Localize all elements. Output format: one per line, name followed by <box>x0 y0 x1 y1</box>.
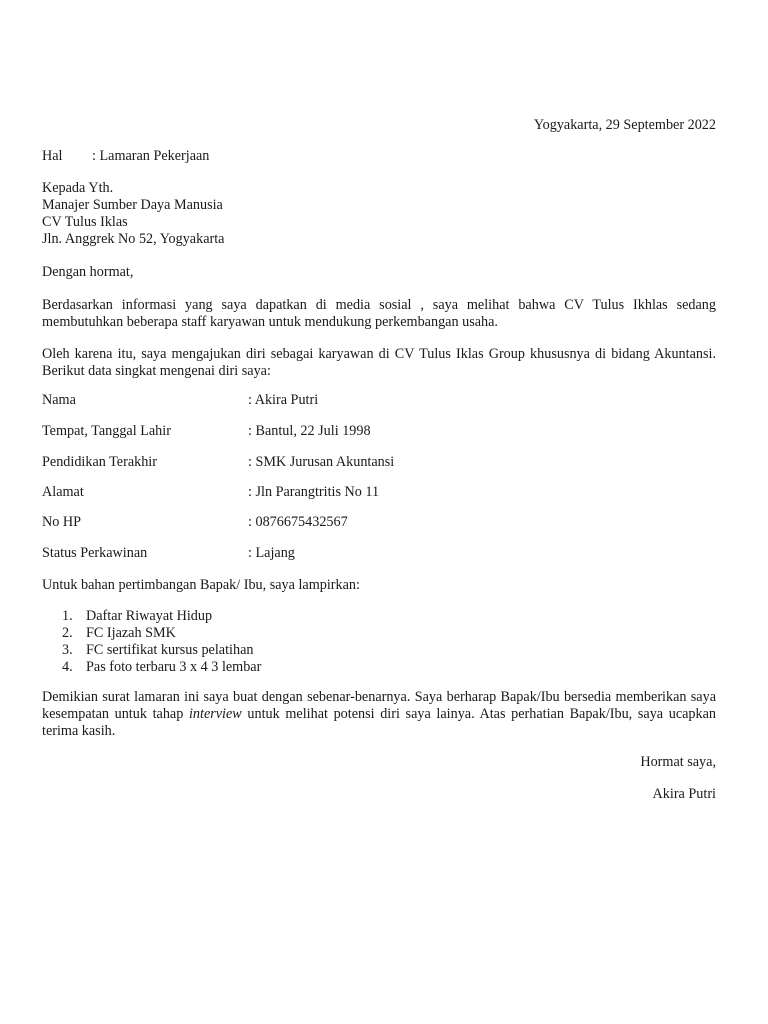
signer-name: Akira Putri <box>652 786 716 802</box>
list-text: Pas foto terbaru 3 x 4 3 lembar <box>86 659 262 675</box>
data-key: Alamat <box>42 484 84 500</box>
subject-label: Hal <box>42 148 63 164</box>
data-value: : 0876675432567 <box>248 514 348 530</box>
data-row <box>42 484 379 501</box>
recipient-line: CV Tulus Iklas <box>42 214 128 230</box>
recipient-block <box>42 180 224 248</box>
closing-text-b: untuk melihat potensi diri saya lainya. Atas perhatian Bapak/Ibu, saya ucapkan terima kasih. <box>42 706 716 739</box>
list-number: 1. <box>62 608 73 624</box>
list-text: Daftar Riwayat Hidup <box>86 608 213 624</box>
data-value: : Akira Putri <box>248 392 319 408</box>
paragraph-attachments: Untuk bahan pertimbangan Bapak/ Ibu, saya lampirkan: <box>42 577 360 593</box>
data-row <box>42 423 371 440</box>
list-item <box>62 625 261 642</box>
closing-salutation: Hormat saya, <box>640 754 716 770</box>
data-value: : SMK Jurusan Akuntansi <box>248 454 395 470</box>
subject-value: : Lamaran Pekerjaan <box>92 148 210 164</box>
list-item <box>62 642 261 659</box>
closing-text-emphasis: interview <box>188 706 242 722</box>
letter-date: Yogyakarta, 29 September 2022 <box>533 117 716 133</box>
paragraph-application: Oleh karena itu, saya mengajukan diri sebagai karyawan di CV Tulus Iklas Group khususnya di bidang Akuntansi. Berikut data singkat mengenai diri saya: <box>42 346 716 379</box>
subject-line <box>42 148 209 165</box>
closing-text-a: Demikian surat lamaran ini saya buat dengan sebenar-benarnya. Saya berharap Bapak/Ibu bersedia memberikan saya kesempatan untuk tahap <box>42 689 716 722</box>
paragraph-closing <box>42 689 716 740</box>
data-key: No HP <box>42 514 82 530</box>
data-row <box>42 392 318 409</box>
list-number: 3. <box>62 642 73 658</box>
list-text: FC Ijazah SMK <box>86 625 176 641</box>
attachment-list <box>62 608 261 676</box>
data-key: Status Perkawinan <box>42 545 148 561</box>
list-text: FC sertifikat kursus pelatihan <box>86 642 254 658</box>
recipient-line: Kepada Yth. <box>42 180 114 196</box>
data-row <box>42 514 348 531</box>
list-number: 4. <box>62 659 73 675</box>
data-row <box>42 454 394 471</box>
data-value: : Lajang <box>248 545 295 561</box>
data-key: Pendidikan Terakhir <box>42 454 157 470</box>
list-item <box>62 608 261 625</box>
recipient-line: Jln. Anggrek No 52, Yogyakarta <box>42 231 225 247</box>
data-key: Tempat, Tanggal Lahir <box>42 423 171 439</box>
data-key: Nama <box>42 392 76 408</box>
data-value: : Bantul, 22 Juli 1998 <box>248 423 371 439</box>
greeting: Dengan hormat, <box>42 264 134 280</box>
paragraph-intro: Berdasarkan informasi yang saya dapatkan di media sosial , saya melihat bahwa CV Tulus Ikhlas sedang membutuhkan beberapa staff karyawan untuk mendukung perkembangan usaha. <box>42 297 716 330</box>
list-item <box>62 659 261 676</box>
data-row <box>42 545 295 562</box>
list-number: 2. <box>62 625 73 641</box>
data-value: : Jln Parangtritis No 11 <box>248 484 380 500</box>
recipient-line: Manajer Sumber Daya Manusia <box>42 197 223 213</box>
